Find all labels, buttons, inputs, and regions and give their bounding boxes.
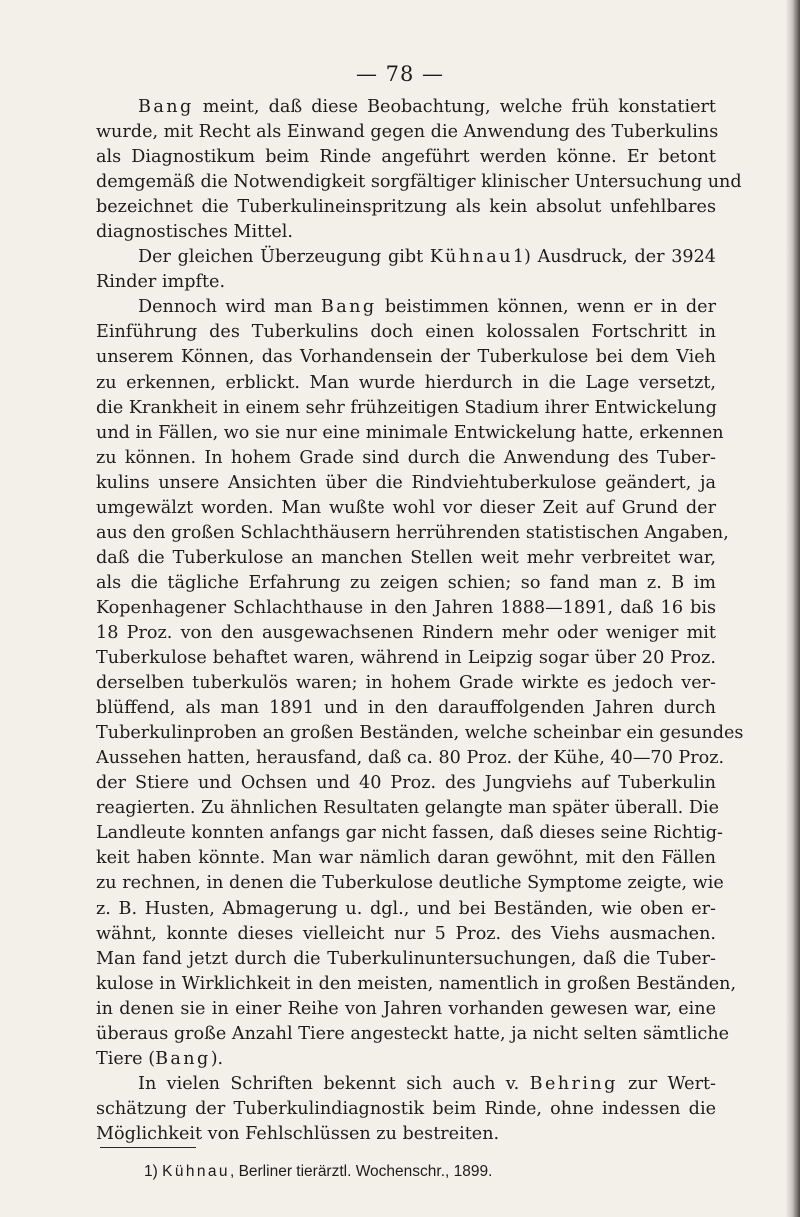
text-line: Der gleichen Überzeugung gibt Kühnau1) Ausdruck, der 3924	[138, 247, 716, 268]
footnote	[144, 1163, 492, 1181]
text-line: kulose in Wirklichkeit in den meisten, namentlich in großen Beständen,	[96, 973, 737, 994]
text-line: diagnostisches Mittel.	[96, 222, 293, 243]
text-line: umgewälzt worden. Man wußte wohl vor dieser Zeit auf Grund der	[96, 497, 716, 518]
text-line: derselben tuberkulös waren; in hohem Grade wirkte es jedoch ver-	[96, 673, 716, 694]
text-line: wurde, mit Recht als Einwand gegen die Anwendung des Tuberkulins	[96, 122, 719, 143]
text-line: demgemäß die Notwendigkeit sorgfältiger klinischer Untersuchung und	[96, 172, 742, 193]
footnote-text: , Berliner tierärztl. Wochenschr., 1899.	[229, 1163, 493, 1180]
text-line: Tiere (Bang).	[96, 1048, 224, 1069]
text-line: und in Fällen, wo sie nur eine minimale Entwickelung hatte, erkennen	[96, 422, 724, 443]
text-line: Aussehen hatten, herausfand, daß ca. 80 Proz. der Kühe, 40—70 Proz.	[96, 748, 725, 769]
text-line: Möglichkeit von Fehlschlüssen zu bestreiten.	[96, 1123, 500, 1144]
text-line: überaus große Anzahl Tiere angesteckt hatte, ja nicht selten sämtliche	[96, 1023, 730, 1044]
text-line: 18 Proz. von den ausgewachsenen Rindern mehr oder weniger mit	[96, 622, 716, 643]
paragraph-4	[96, 1072, 716, 1147]
footnote-author: Kühnau	[162, 1163, 230, 1180]
text-line: reagierten. Zu ähnlichen Resultaten gelangte man später überall. Die	[96, 798, 720, 819]
paragraph-2	[96, 245, 716, 295]
text-line: Dennoch wird man Bang beistimmen können, wenn er in der	[138, 297, 716, 318]
text-line: in denen sie in einer Reihe von Jahren vorhanden gewesen war, eine	[96, 998, 716, 1019]
text-line: Bang meint, daß diese Beobachtung, welche früh konstatiert	[138, 97, 716, 117]
text-line: als die tägliche Erfahrung zu zeigen schien; so fand man z. B im	[96, 572, 716, 593]
text-line: aus den großen Schlachthäusern herrührenden statistischen Angaben,	[96, 522, 729, 543]
author-name: Kühnau	[429, 247, 513, 268]
text-line: unserem Können, das Vorhandensein der Tuberkulose bei dem Vieh	[96, 347, 716, 368]
text-line: kulins unsere Ansichten über die Rindviehtuberkulose geändert, ja	[96, 472, 716, 493]
text-line: schätzung der Tuberkulindiagnostik beim Rinde, ohne indessen die	[96, 1098, 716, 1119]
text-line: zu erkennen, erblickt. Man wurde hierdurch in die Lage versetzt,	[96, 372, 716, 393]
text-line: keit haben könnte. Man war nämlich daran gewöhnt, mit den Fällen	[96, 848, 716, 869]
text-line: Rinder impfte.	[96, 272, 226, 293]
body-text	[96, 95, 744, 1147]
text-line: Kopenhagener Schlachthause in den Jahren 1888—1891, daß 16 bis	[96, 597, 716, 618]
book-edge-shadow	[786, 0, 800, 1217]
text-line: Einführung des Tuberkulins doch einen kolossalen Fortschritt in	[96, 322, 716, 343]
author-name: Bang	[320, 297, 377, 318]
text-line: blüffend, als man 1891 und in den darauffolgenden Jahren durch	[96, 698, 716, 719]
author-name: Behring	[529, 1073, 618, 1094]
text-line: wähnt, konnte dieses vielleicht nur 5 Proz. des Viehs ausmachen.	[96, 923, 716, 944]
text-line: als Diagnostikum beim Rinde angeführt werden könne. Er betont	[96, 147, 716, 168]
text-line: Tuberkulose behaftet waren, während in Leipzig sogar über 20 Proz.	[96, 648, 716, 669]
text-line: zu können. In hohem Grade sind durch die Anwendung des Tuber-	[96, 447, 716, 468]
text-line: In vielen Schriften bekennt sich auch v. Behring zur Wert-	[138, 1073, 716, 1094]
footnote-reference[interactable]: 1) Ausdruck, der 3924	[512, 247, 716, 268]
text-line: daß die Tuberkulose an manchen Stellen weit mehr verbreitet war,	[96, 547, 716, 568]
text-line: Tuberkulinproben an großen Beständen, welche scheinbar ein gesundes	[96, 723, 744, 744]
author-name: Bang	[155, 1048, 211, 1069]
text-line: der Stiere und Ochsen und 40 Proz. des Jungviehs auf Tuberkulin	[96, 773, 716, 794]
footnote-divider	[100, 1147, 196, 1148]
text-line: Man fand jetzt durch die Tuberkulinuntersuchungen, daß die Tuber-	[96, 948, 716, 969]
text-line: z. B. Husten, Abmagerung u. dgl., und bei Beständen, wie oben er-	[96, 898, 716, 919]
text-line: die Krankheit in einem sehr frühzeitigen Stadium ihrer Entwickelung	[96, 397, 717, 418]
text-line: bezeichnet die Tuberkulineinspritzung als kein absolut unfehlbares	[96, 197, 716, 218]
footnote-marker: 1)	[144, 1163, 158, 1180]
author-name: Bang	[138, 97, 194, 117]
paragraph-3	[96, 295, 744, 1071]
page-number: — 78 —	[355, 62, 445, 86]
text-line: Landleute konnten anfangs gar nicht fassen, daß dieses seine Richtig-	[96, 823, 723, 844]
text-line: zu rechnen, in denen die Tuberkulose deutliche Symptome zeigte, wie	[96, 873, 724, 894]
paragraph-1	[96, 95, 742, 245]
